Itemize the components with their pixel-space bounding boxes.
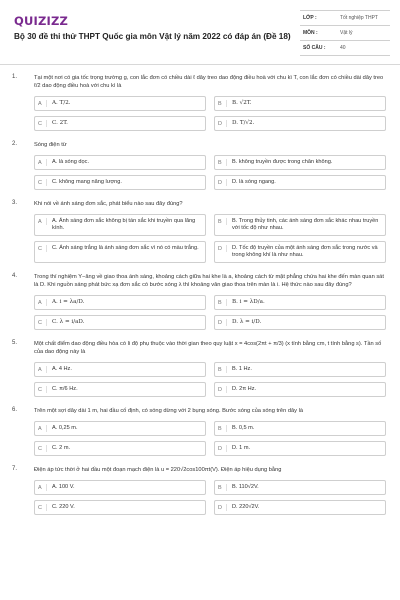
question-list <box>0 74 400 525</box>
option-grid <box>34 214 386 263</box>
option-grid <box>34 295 386 330</box>
option-b[interactable] <box>214 295 386 310</box>
question-2 <box>0 141 400 190</box>
option-grid <box>34 362 386 397</box>
meta-value: Tốt nghiệp THPT <box>340 15 378 21</box>
meta-value: Vật lý <box>340 30 353 36</box>
option-text: A. 100 V. <box>52 484 75 490</box>
option-text: D. 2π Hz. <box>232 386 257 392</box>
option-letter: A <box>38 366 47 373</box>
page-header <box>0 0 400 62</box>
option-d[interactable] <box>214 315 386 330</box>
option-text: B. √2T. <box>232 100 252 106</box>
option-grid <box>34 96 386 131</box>
meta-table <box>300 10 390 56</box>
option-a[interactable] <box>34 214 206 236</box>
option-text: A. T/2. <box>52 100 71 106</box>
option-c[interactable] <box>34 500 206 515</box>
option-d[interactable] <box>214 175 386 190</box>
meta-label: MÔN : <box>303 30 318 36</box>
option-d[interactable] <box>214 441 386 456</box>
question-text: Trong thí nghiệm Y−âng về giao thoa ánh sáng, khoảng cách giữa hai khe là a, khoảng cách từ mặt phẳng chứa hai khe đến màn quan sát là D. Khi nguồn sáng phát bức xạ đơn sắc có bước sóng λ thì khoảng vân giao thoa trên màn là i. Hệ thức nào sau đây đúng? <box>34 274 384 288</box>
option-b[interactable] <box>214 155 386 170</box>
option-letter: C <box>38 319 47 326</box>
header-divider <box>0 64 400 65</box>
meta-row-class <box>300 11 390 26</box>
option-b[interactable] <box>214 214 386 236</box>
option-letter: C <box>38 445 47 452</box>
option-letter: A <box>38 218 47 225</box>
option-b[interactable] <box>214 480 386 495</box>
quizizz-logo: QUIZIZZ <box>14 14 69 28</box>
option-a[interactable] <box>34 96 206 111</box>
option-letter: D <box>218 120 227 127</box>
option-grid <box>34 421 386 456</box>
option-text: A. là sóng dọc. <box>52 159 90 165</box>
option-text: B. i = λD/a. <box>232 299 265 305</box>
question-4 <box>0 273 400 330</box>
option-letter: B <box>218 425 227 432</box>
option-grid <box>34 155 386 190</box>
question-number: 3. <box>12 200 18 206</box>
option-letter: D <box>218 319 227 326</box>
option-letter: A <box>38 425 47 432</box>
question-text: Một chất điểm dao động điều hòa có li độ phụ thuộc vào thời gian theo quy luật x = 4cos(2πt + π/3) (x tính bằng cm, t tính bằng s). Tần số của dao động này là <box>34 341 382 355</box>
option-letter: B <box>218 484 227 491</box>
option-text: D. Tốc độ truyền của một ánh sáng đơn sắc trong nước và trong không khí là như nhau. <box>232 245 378 258</box>
option-text: B. 0,5 m. <box>232 425 255 431</box>
option-d[interactable] <box>214 500 386 515</box>
option-text: C. 2T. <box>52 120 68 126</box>
option-b[interactable] <box>214 96 386 111</box>
question-6 <box>0 407 400 456</box>
option-letter: C <box>38 120 47 127</box>
question-number: 5. <box>12 340 18 346</box>
question-text: Điện áp tức thời ở hai đầu một đoạn mạch điện là u = 220√2cos100πt(V). Điện áp hiệu dụng bằng <box>34 467 282 473</box>
option-text: C. π/6 Hz. <box>52 386 78 392</box>
option-d[interactable] <box>214 382 386 397</box>
meta-row-count <box>300 41 390 56</box>
option-text: C. 2 m. <box>52 445 71 451</box>
question-text: Tại một nơi có gia tốc trọng trường g, con lắc đơn có chiều dài ℓ dây treo dao động điều hoà với chu kì T, con lắc đơn có chiều dài dây treo ℓ/2 dao động điều hoà với chu kì là <box>34 75 384 89</box>
option-c[interactable] <box>34 315 206 330</box>
option-text: C. Ánh sáng trắng là ánh sáng đơn sắc vì nó có màu trắng. <box>52 245 199 251</box>
option-text: A. 4 Hz. <box>52 366 72 372</box>
option-text: B. Trong thủy tinh, các ánh sáng đơn sắc khác nhau truyền với tốc độ như nhau. <box>232 218 379 231</box>
question-text: Sóng điện từ <box>34 142 67 148</box>
option-text: B. không truyền được trong chân không. <box>232 159 333 165</box>
option-letter: A <box>38 100 47 107</box>
question-1 <box>0 74 400 131</box>
option-text: A. 0,25 m. <box>52 425 78 431</box>
question-text: Trên một sợi dây dài 1 m, hai đầu cố định, có sóng dừng với 2 bụng sóng. Bước sóng của sóng trên dây là <box>34 408 303 414</box>
option-letter: B <box>218 218 227 225</box>
option-a[interactable] <box>34 480 206 495</box>
meta-label: LỚP : <box>303 15 317 21</box>
option-text: D. T/√2. <box>232 120 255 126</box>
option-d[interactable] <box>214 241 386 263</box>
option-a[interactable] <box>34 362 206 377</box>
option-a[interactable] <box>34 155 206 170</box>
meta-label: SỐ CÂU : <box>303 45 326 51</box>
meta-row-subject <box>300 26 390 41</box>
option-letter: B <box>218 100 227 107</box>
meta-value: 40 <box>340 45 346 51</box>
question-number: 1. <box>12 74 18 80</box>
option-text: D. λ = i/D. <box>232 319 262 325</box>
option-b[interactable] <box>214 421 386 436</box>
question-number: 4. <box>12 273 18 279</box>
option-c[interactable] <box>34 116 206 131</box>
option-letter: C <box>38 179 47 186</box>
option-text: A. i = λa/D. <box>52 299 85 305</box>
option-c[interactable] <box>34 241 206 263</box>
question-3 <box>0 200 400 263</box>
option-c[interactable] <box>34 175 206 190</box>
option-a[interactable] <box>34 421 206 436</box>
option-text: A. Ánh sáng đơn sắc không bị tán sắc khi truyền qua lăng kính. <box>52 218 196 231</box>
option-letter: D <box>218 504 227 511</box>
option-letter: A <box>38 299 47 306</box>
document-title: Bộ 30 đề thi thử THPT Quốc gia môn Vật lý năm 2022 có đáp án (Đề 18) <box>14 32 291 41</box>
option-letter: A <box>38 159 47 166</box>
option-letter: B <box>218 159 227 166</box>
option-letter: D <box>218 245 227 252</box>
question-number: 2. <box>12 141 18 147</box>
option-letter: A <box>38 484 47 491</box>
option-b[interactable] <box>214 362 386 377</box>
option-text: B. 1 Hz. <box>232 366 252 372</box>
question-5 <box>0 340 400 397</box>
option-text: C. 220 V. <box>52 504 75 510</box>
question-text: Khi nói về ánh sáng đơn sắc, phát biểu nào sau đây đúng? <box>34 201 183 207</box>
option-letter: C <box>38 386 47 393</box>
option-text: D. là sóng ngang. <box>232 179 276 185</box>
option-text: C. không mang năng lượng. <box>52 179 122 185</box>
option-letter: C <box>38 504 47 511</box>
option-letter: D <box>218 179 227 186</box>
option-letter: B <box>218 366 227 373</box>
option-c[interactable] <box>34 441 206 456</box>
question-number: 6. <box>12 407 18 413</box>
option-letter: C <box>38 245 47 252</box>
option-text: D. 1 m. <box>232 445 251 451</box>
option-d[interactable] <box>214 116 386 131</box>
option-letter: D <box>218 445 227 452</box>
question-number: 7. <box>12 466 18 472</box>
option-text: B. 110√2V. <box>232 484 259 490</box>
question-7 <box>0 466 400 515</box>
option-text: C. λ = i/aD. <box>52 319 85 325</box>
option-letter: D <box>218 386 227 393</box>
option-c[interactable] <box>34 382 206 397</box>
option-a[interactable] <box>34 295 206 310</box>
option-grid <box>34 480 386 515</box>
option-letter: B <box>218 299 227 306</box>
option-text: D. 220√2V. <box>232 504 260 510</box>
